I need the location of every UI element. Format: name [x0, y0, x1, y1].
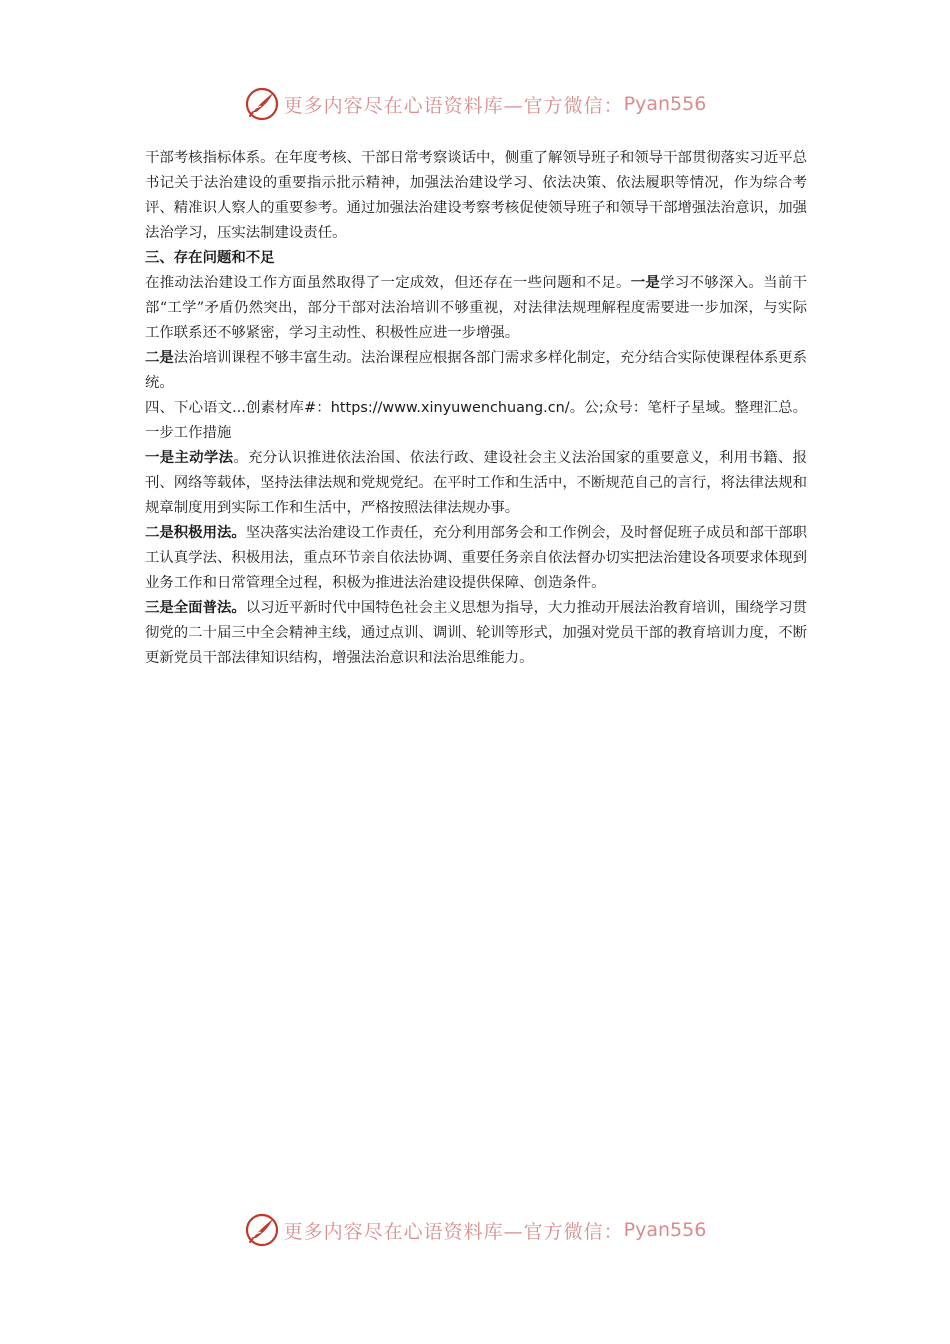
point-one-lead: 一是: [630, 275, 661, 291]
measure-one-lead: 一是主动学法: [145, 450, 234, 466]
measure-two-text: 坚决落实法治建设工作责任，充分利用部务会和工作例会，及时督促班子成员和部干部职工认真学法、积极用法，重点环节亲自依法协调、重要任务亲自依法督办切实把法治建设各项要求体现到业务工作和日常管理全过程，积极为推进法治建设提供保障、创造条件。: [145, 525, 807, 591]
quill-pen-seal-icon: [244, 1212, 280, 1248]
paragraph-problems-intro: 在推动法治建设工作方面虽然取得了一定成效，但还存在一些问题和不足。: [145, 275, 631, 291]
paragraph-measure-one: [145, 446, 807, 521]
footer-banner: [0, 1208, 950, 1252]
measure-three-lead: 三是全面普法。: [145, 600, 246, 616]
paragraph-assessment: 干部考核指标体系。在年度考核、干部日常考察谈话中，侧重了解领导班子和领导干部贯彻落实习近平总书记关于法治建设的重要指示批示精神，加强法治建设学习、依法决策、依法履职等情况，作为综合考评、精准识人察人的重要参考。通过加强法治建设考察考核促使领导班子和领导干部增强法治意识，加强法治学习，压实法制建设责任。: [145, 150, 807, 241]
document-body: [145, 146, 807, 671]
banner-text: 更多内容尽在心语资料库—官方微信：: [283, 94, 624, 117]
section-heading-next-steps: 四、下心语文...创素材库#：https://www.xinyuwenchuang.cn/。公;众号：笔杆子星域。整理汇总。一步工作措施: [145, 400, 807, 441]
quill-pen-seal-icon: [244, 86, 280, 122]
banner-text: 更多内容尽在心语资料库—官方微信：: [283, 1220, 624, 1243]
header-banner: [0, 82, 950, 126]
banner-wechat-handle: Pyan556: [623, 93, 707, 115]
point-two-lead: 二是: [145, 350, 174, 366]
point-one-text: 学习不够深入。当前干部“工学”矛盾仍然突出，部分干部对法治培训不够重视，对法律法规理解程度需要进一步加深，与实际工作联系还不够紧密，学习主动性、积极性应进一步增强。: [145, 275, 807, 341]
paragraph-problems: [145, 271, 807, 346]
point-two-text: 法治培训课程不够丰富生动。法治课程应根据各部门需求多样化制定，充分结合实际使课程体系更系统。: [145, 350, 807, 391]
section-heading-problems: 三、存在问题和不足: [145, 250, 275, 266]
paragraph-measure-three: [145, 596, 807, 671]
paragraph-measure-two: [145, 521, 807, 596]
measure-three-text: 以习近平新时代中国特色社会主义思想为指导，大力推动开展法治教育培训，围绕学习贯彻党的二十届三中全会精神主线，通过点训、调训、轮训等形式，加强对党员干部的教育培训力度，不断更新党员干部法律知识结构，增强法治意识和法治思维能力。: [145, 600, 807, 666]
paragraph-point-two: [145, 346, 807, 396]
banner-wechat-handle: Pyan556: [623, 1219, 707, 1241]
measure-one-text: 。充分认识推进依法治国、依法行政、建设社会主义法治国家的重要意义，利用书籍、报刊、网络等载体，坚持法律法规和党规党纪。在平时工作和生活中，不断规范自己的言行，将法律法规和规章制度用到实际工作和生活中，严格按照法律法规办事。: [145, 450, 807, 516]
measure-two-lead: 二是积极用法。: [145, 525, 246, 541]
